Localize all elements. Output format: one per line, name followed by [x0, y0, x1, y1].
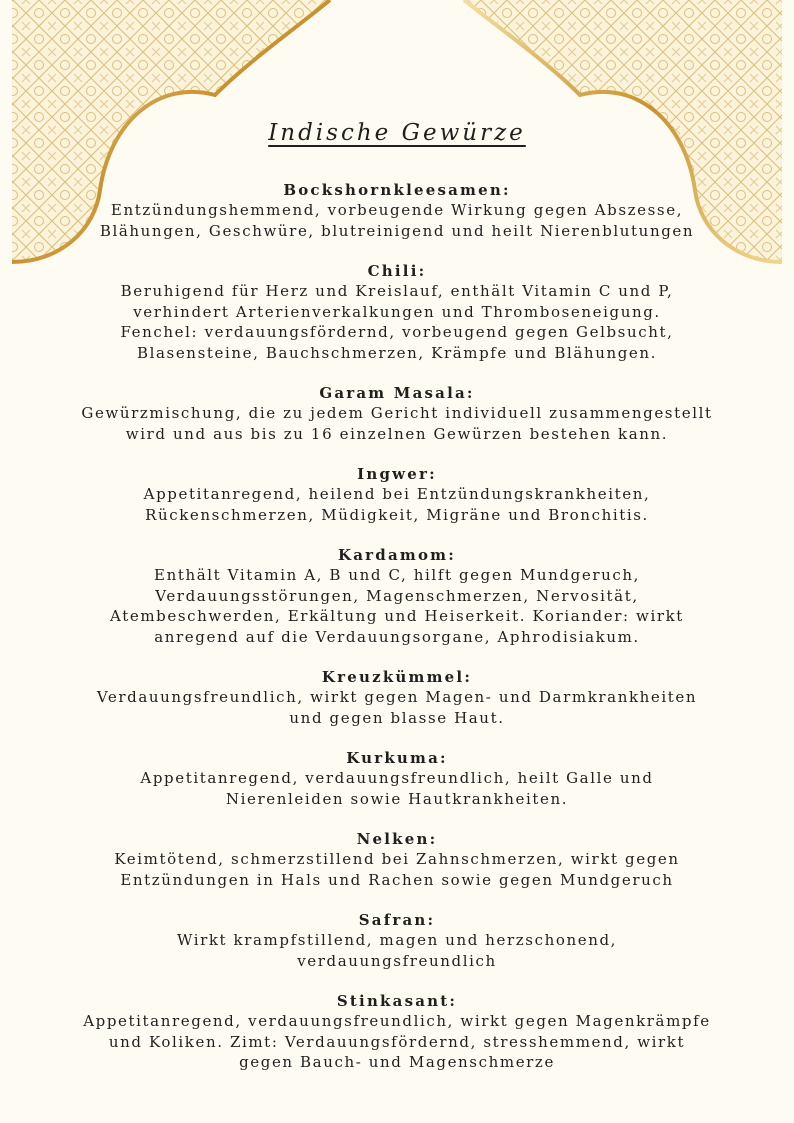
spice-entry	[40, 748, 754, 809]
spice-entry	[40, 829, 754, 890]
spice-entry	[40, 910, 754, 971]
spice-entry	[40, 464, 754, 525]
description-line: gegen Bauch- und Magenschmerze	[239, 1053, 555, 1071]
spice-description	[40, 687, 754, 728]
spice-name: Kardamom:	[338, 546, 456, 564]
description-line: wird und aus bis zu 16 einzelnen Gewürzen bestehen kann.	[125, 424, 669, 443]
description-line: Beruhigend für Herz und Kreislauf, enthält Vitamin C und P,	[120, 282, 674, 300]
spice-name: Garam Masala:	[319, 384, 475, 402]
description-line: Appetitanregend, verdauungsfreundlich, heilt Galle und	[140, 769, 654, 787]
description-line: Rückenschmerzen, Müdigkeit, Migräne und Bronchitis.	[145, 505, 649, 524]
spice-list	[40, 120, 754, 1093]
entries-container	[40, 180, 754, 1073]
description-line: Atembeschwerden, Erkältung und Heiserkeit. Koriander: wirkt	[110, 607, 684, 625]
spice-entry	[40, 383, 754, 444]
description-line: Entzündungen in Hals und Rachen sowie gegen Mundgeruch	[120, 870, 674, 889]
description-line: Keimtötend, schmerzstillend bei Zahnschmerzen, wirkt gegen	[114, 850, 680, 868]
description-line: Entzündungshemmend, vorbeugende Wirkung gegen Abszesse,	[110, 201, 684, 219]
description-line: anregend auf die Verdauungsorgane, Aphrodisiakum.	[154, 627, 640, 646]
spice-name: Chili:	[367, 262, 427, 280]
spice-entry	[40, 180, 754, 241]
spice-description	[40, 930, 754, 971]
description-line: Blähungen, Geschwüre, blutreinigend und heilt Nierenblutungen	[99, 221, 695, 240]
description-line: und gegen blasse Haut.	[289, 708, 505, 727]
description-line: Verdauungsstörungen, Magenschmerzen, Nervosität,	[155, 586, 639, 605]
description-line: Appetitanregend, verdauungsfreundlich, wirkt gegen Magenkrämpfe	[83, 1012, 711, 1030]
spice-description	[40, 281, 754, 363]
spice-description	[40, 484, 754, 525]
description-line: Fenchel: verdauungsfördernd, vorbeugend gegen Gelbsucht,	[120, 323, 674, 341]
spice-name: Stinkasant:	[336, 992, 458, 1010]
description-line: Blasensteine, Bauchschmerzen, Krämpfe und Blähungen.	[136, 343, 658, 362]
spice-name: Bockshornkleesamen:	[283, 181, 511, 199]
description-line: Wirkt krampfstillend, magen und herzschonend,	[176, 931, 618, 949]
spice-name: Kurkuma:	[346, 749, 448, 767]
spice-name: Ingwer:	[357, 465, 437, 483]
spice-entry	[40, 261, 754, 363]
description-line: Nierenleiden sowie Hautkrankheiten.	[225, 789, 569, 808]
spice-description	[40, 200, 754, 241]
description-line: verdauungsfreundlich	[297, 951, 497, 970]
spice-description	[40, 403, 754, 444]
description-line: Verdauungsfreundlich, wirkt gegen Magen- und Darmkrankheiten	[96, 688, 698, 706]
spice-entry	[40, 991, 754, 1073]
spice-description	[40, 565, 754, 647]
spice-description	[40, 768, 754, 809]
spice-name: Kreuzkümmel:	[321, 668, 473, 686]
spice-description	[40, 849, 754, 890]
description-line: Appetitanregend, heilend bei Entzündungskrankheiten,	[143, 485, 651, 503]
spice-entry	[40, 545, 754, 647]
description-line: und Koliken. Zimt: Verdauungsfördernd, stresshemmend, wirkt	[108, 1032, 686, 1051]
spice-entry	[40, 667, 754, 728]
description-line: verhindert Arterienverkalkungen und Thromboseneigung.	[133, 302, 661, 321]
page-title: Indische Gewürze	[268, 120, 526, 146]
spice-name: Nelken:	[356, 830, 438, 848]
description-line: Enthält Vitamin A, B und C, hilft gegen Mundgeruch,	[154, 566, 640, 584]
spice-description	[40, 1011, 754, 1073]
description-line: Gewürzmischung, die zu jedem Gericht individuell zusammengestellt	[81, 404, 713, 422]
spice-name: Safran:	[358, 911, 436, 929]
